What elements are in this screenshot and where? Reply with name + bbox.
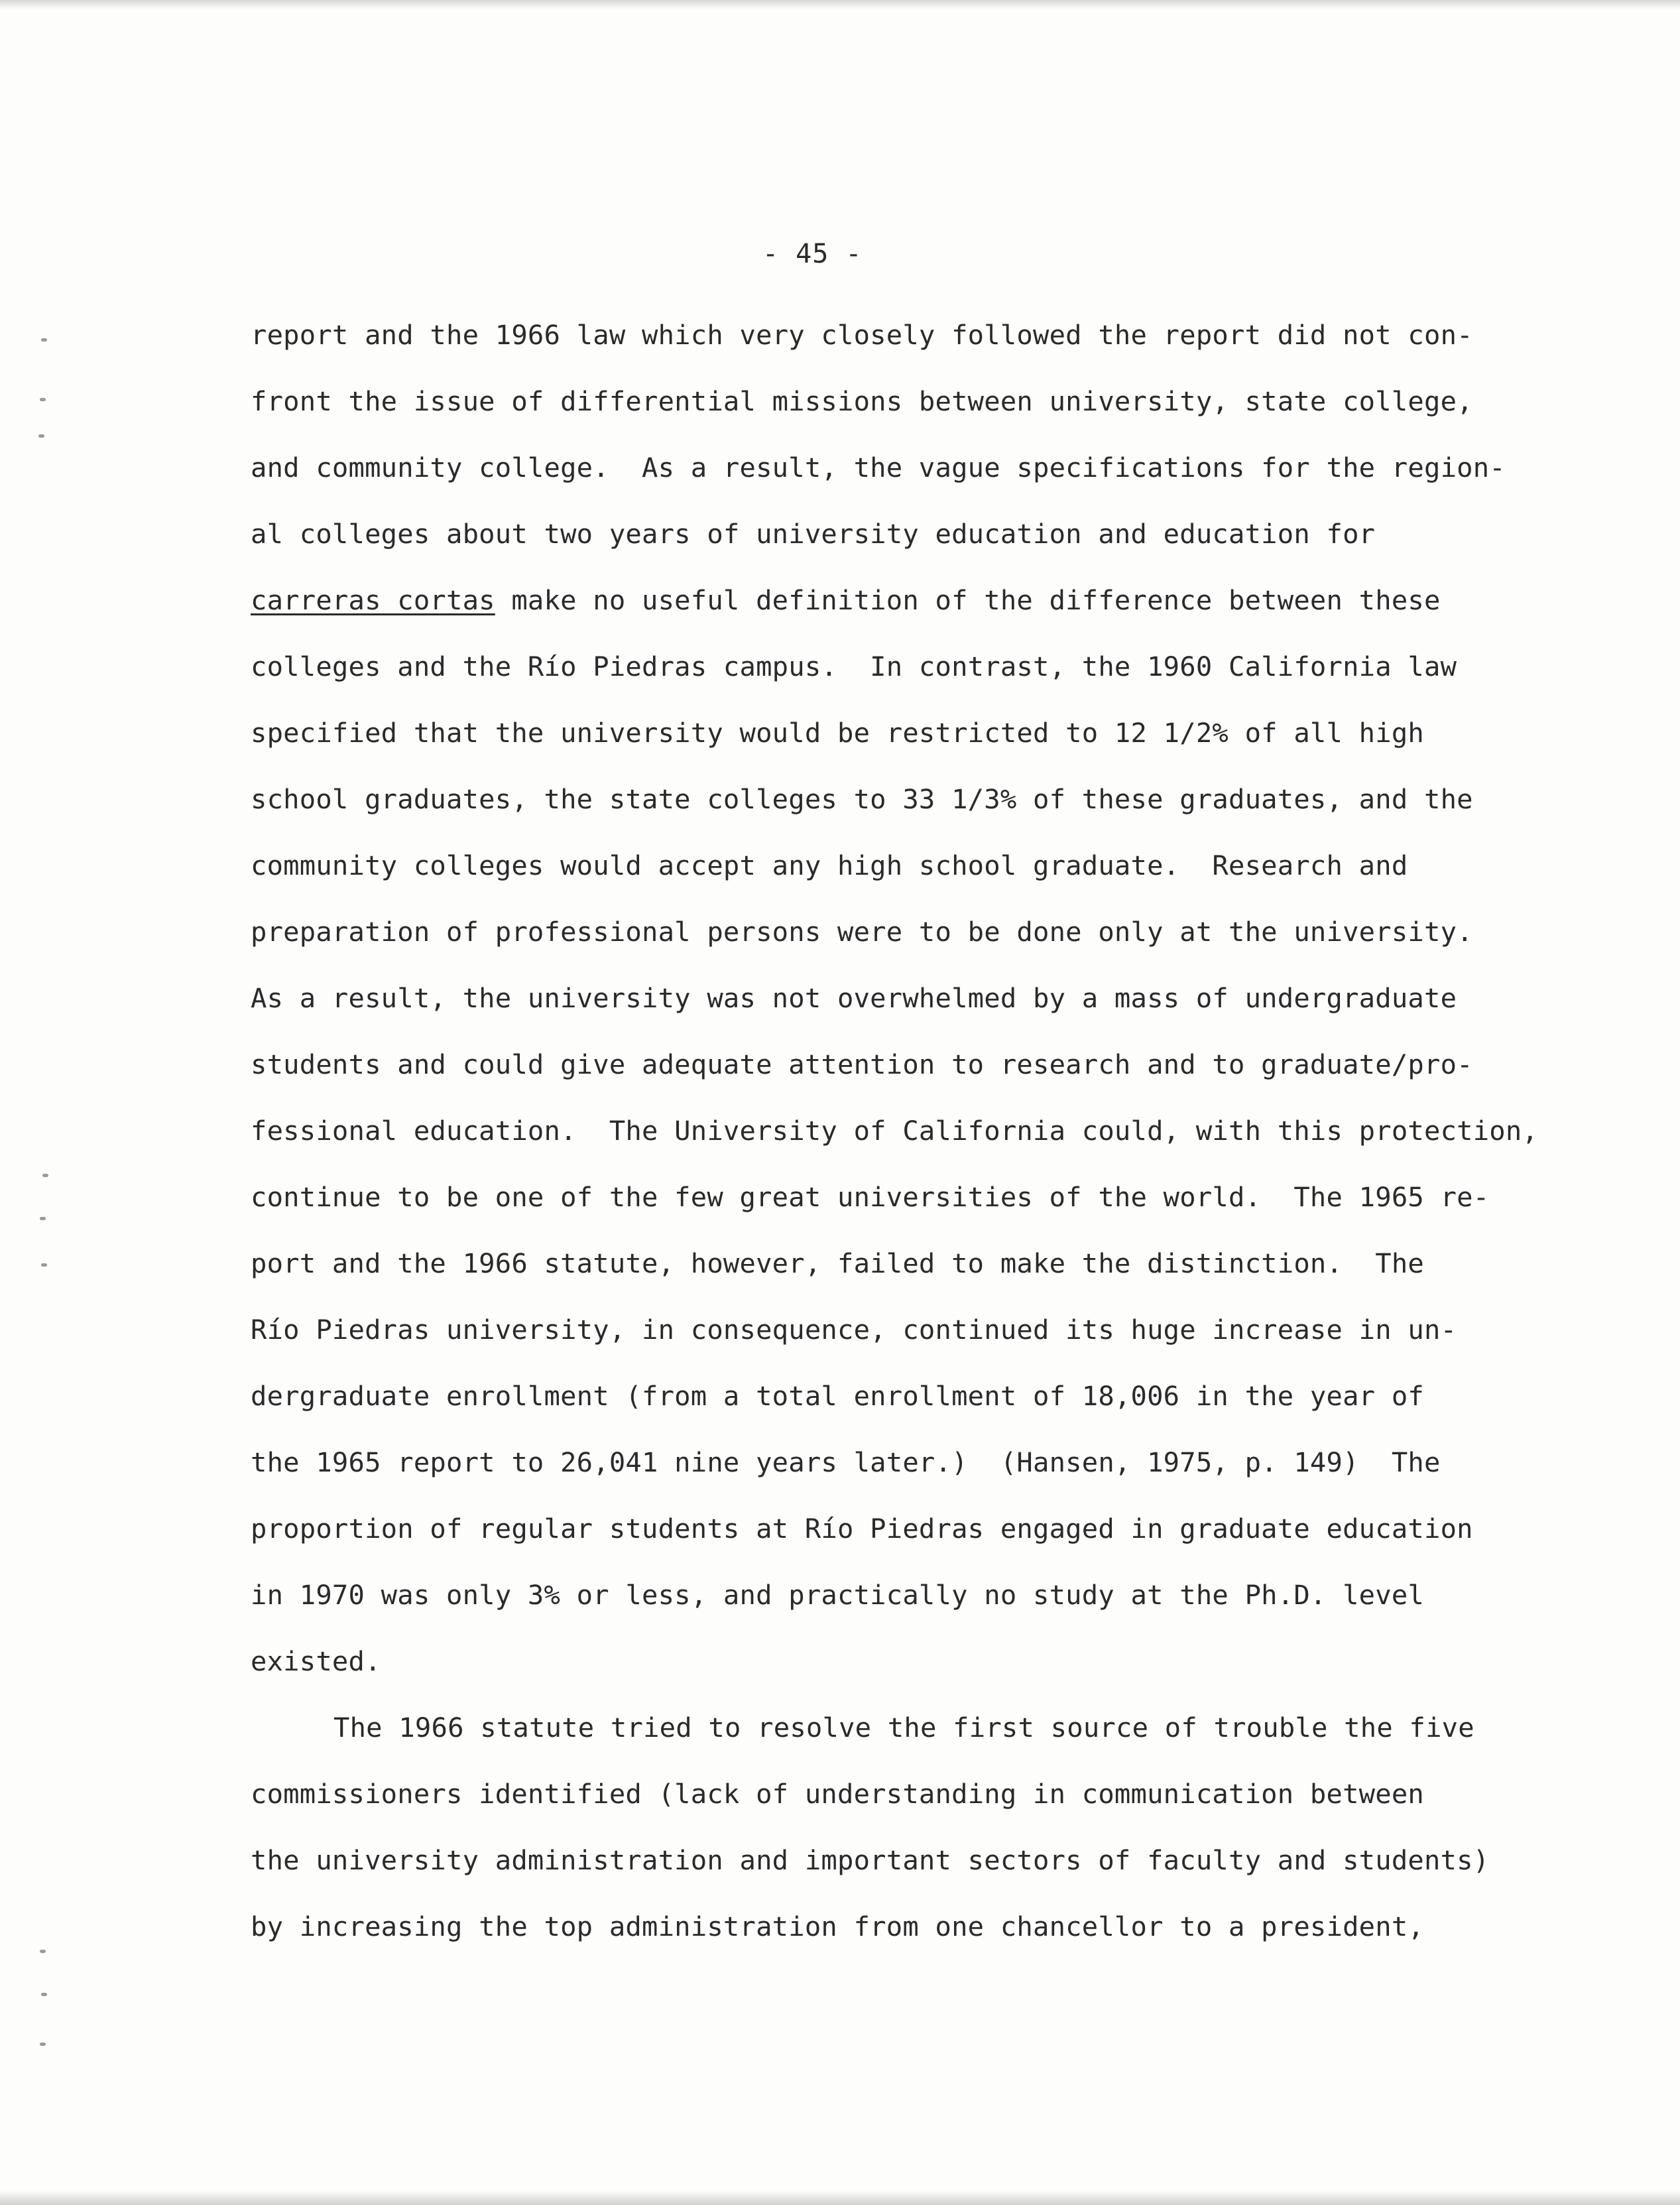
text-line: the university administration and important sectors of faculty and students) [251, 1844, 1490, 1876]
text-line: proportion of regular students at Río Piedras engaged in graduate education [251, 1513, 1473, 1544]
scan-speck [41, 338, 47, 342]
text-line [251, 567, 1563, 633]
scan-speck [42, 1174, 48, 1177]
text-line: the 1965 report to 26,041 nine years later.) (Hansen, 1975, p. 149) The [251, 1446, 1441, 1478]
scan-speck [38, 434, 44, 438]
text-line: community colleges would accept any high school graduate. Research and [251, 850, 1408, 881]
scan-speck [41, 1263, 47, 1267]
scan-speck [40, 2043, 46, 2046]
text-line: colleges and the Río Piedras campus. In contrast, the 1960 California law [251, 651, 1457, 682]
scan-speck [40, 398, 46, 401]
text-line: Río Piedras university, in consequence, continued its huge increase in un- [251, 1314, 1457, 1346]
page-number: - 45 - [762, 239, 863, 269]
text-line: front the issue of differential missions between university, state college, [251, 385, 1473, 417]
text-line: preparation of professional persons were to be done only at the university. [251, 916, 1473, 948]
text-run: make no useful definition of the difference between these [495, 584, 1441, 616]
text-line: specified that the university would be restricted to 12 1/2% of all high [251, 717, 1424, 749]
underlined-term: carreras cortas [251, 584, 495, 616]
body-text [251, 302, 1563, 1960]
text-line: and community college. As a result, the vague specifications for the region- [251, 452, 1506, 483]
text-line: dergraduate enrollment (from a total enrollment of 18,006 in the year of [251, 1380, 1424, 1412]
text-line: in 1970 was only 3% or less, and practically no study at the Ph.D. level [251, 1579, 1424, 1611]
text-line: continue to be one of the few great universities of the world. The 1965 re- [251, 1181, 1490, 1213]
paragraph-first-line: The 1966 statute tried to resolve the first source of trouble the five [333, 1712, 1474, 1743]
text-line: school graduates, the state colleges to 33 1/3% of these graduates, and the [251, 783, 1473, 815]
page-top-edge [0, 0, 1680, 9]
page-bottom-edge [0, 2190, 1680, 2205]
scan-speck [40, 1950, 46, 1953]
text-line: existed. [251, 1645, 381, 1677]
scan-speck [41, 1993, 47, 1996]
text-line: commissioners identified (lack of understanding in communication between [251, 1778, 1424, 1810]
text-line: report and the 1966 law which very closely followed the report did not con- [251, 319, 1473, 351]
text-line: students and could give adequate attention to research and to graduate/pro- [251, 1048, 1473, 1080]
text-line: by increasing the top administration from one chancellor to a president, [251, 1911, 1424, 1942]
scan-speck [40, 1217, 46, 1220]
text-line: port and the 1966 statute, however, failed to make the distinction. The [251, 1247, 1424, 1279]
text-line: al colleges about two years of university education and education for [251, 518, 1376, 550]
text-line: fessional education. The University of California could, with this protection, [251, 1115, 1539, 1147]
text-line: As a result, the university was not overwhelmed by a mass of undergraduate [251, 982, 1457, 1014]
